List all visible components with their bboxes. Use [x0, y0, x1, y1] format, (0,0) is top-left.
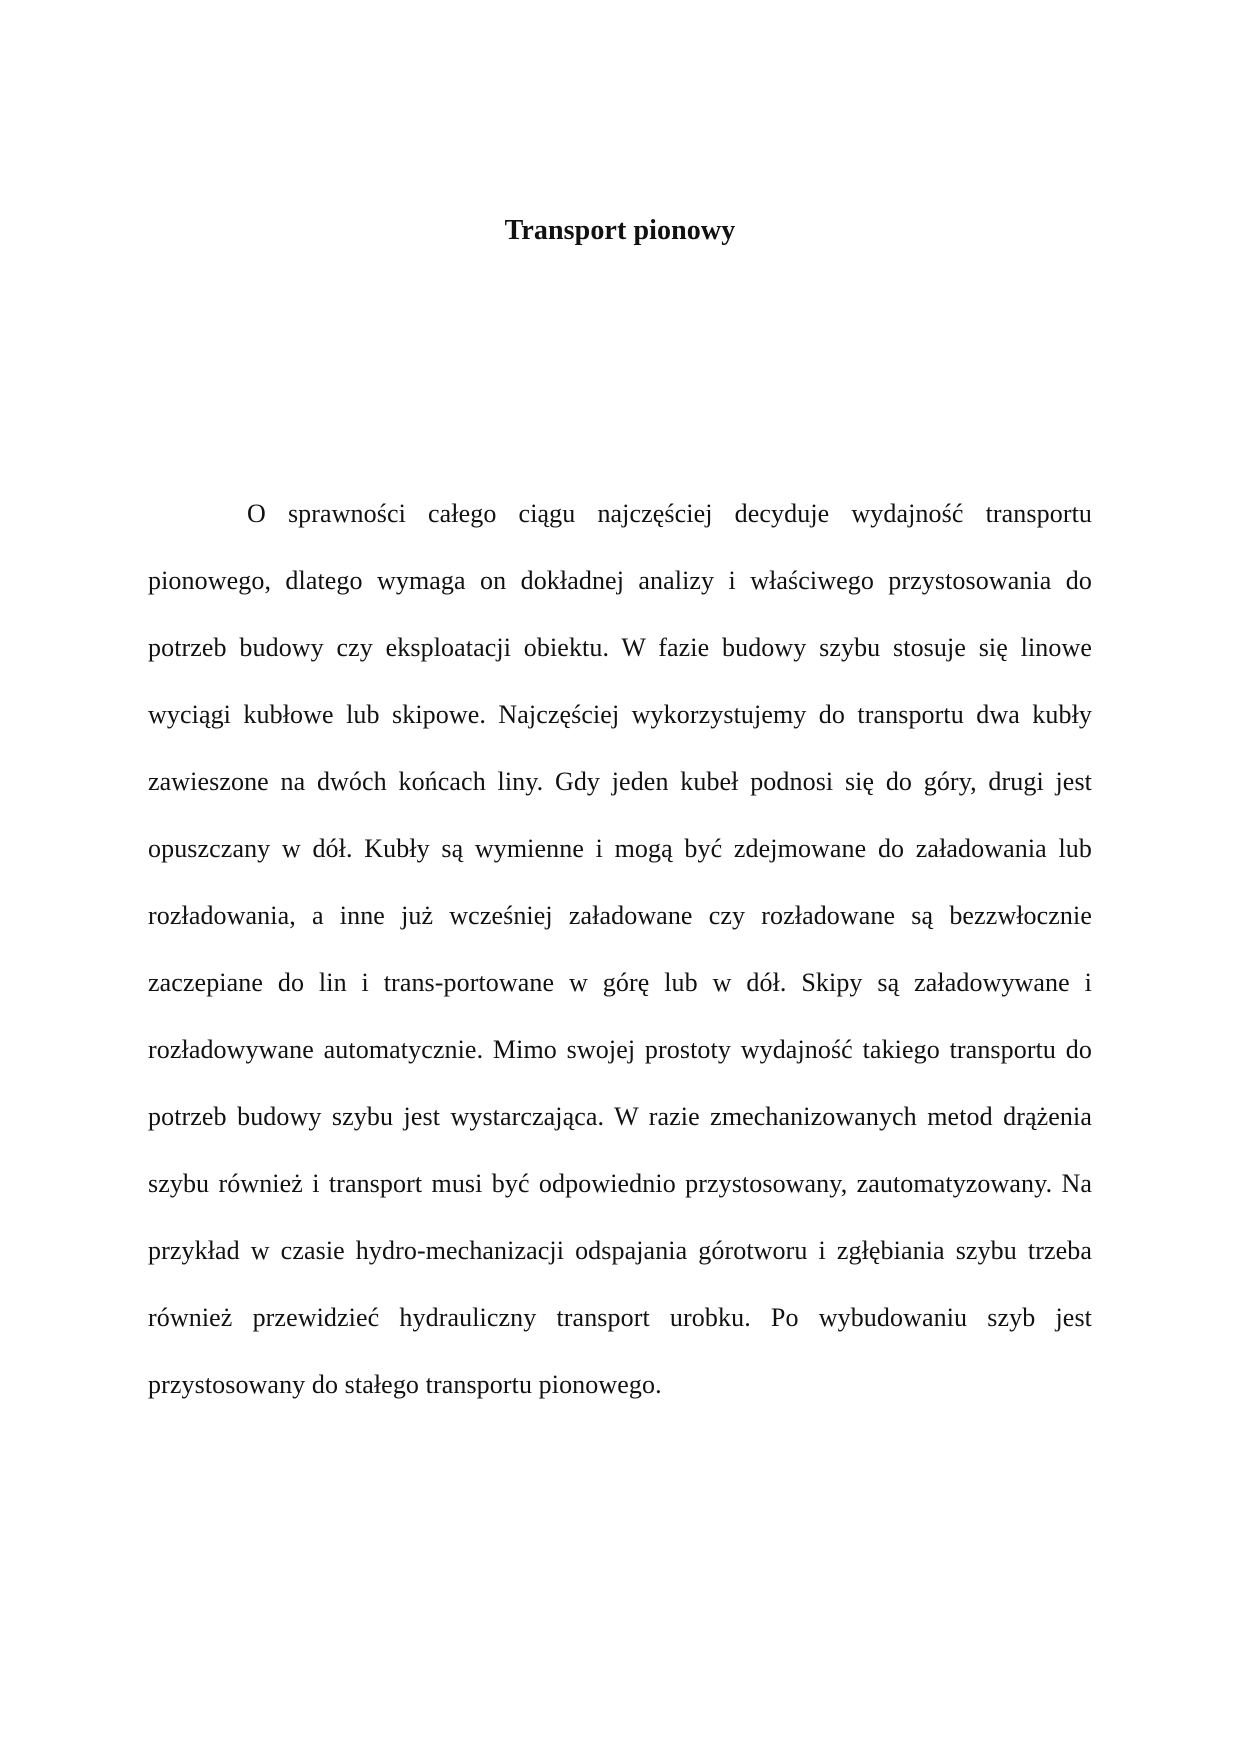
body-paragraph: O sprawności całego ciągu najczęściej decyduje wydajność transportu pionowego, dlatego wymaga on dokładnej analizy i właściwego przystosowania do potrzeb budowy czy eksploatacji obiektu. W fazie budowy szybu stosuje się linowe wyciągi kubłowe lub skipowe. Najczęściej wykorzystujemy do transportu dwa kubły zawieszone na dwóch końcach liny. Gdy jeden kubeł podnosi się do góry, drugi jest opuszczany w dół. Kubły są wymienne i mogą być zdejmowane do załadowania lub rozładowania, a inne już wcześniej załadowane czy rozładowane są bezzwłocznie zaczepiane do lin i trans-portowane w górę lub w dół. Skipy są załadowywane i rozładowywane automatycznie. Mimo swojej prostoty wydajność takiego transportu do potrzeb budowy szybu jest wystarczająca. W razie zmechanizowanych metod drążenia szybu również i transport musi być odpowiednio przystosowany, zautomatyzowany. Na przykład w czasie hydro-mechanizacji odspajania górotworu i zgłębiania szybu trzeba również przewidzieć hydrauliczny transport urobku. Po wybudowaniu szyb jest przystosowany do stałego transportu pionowego.: [148, 499, 1092, 1399]
document-title: Transport pionowy: [504, 215, 736, 246]
